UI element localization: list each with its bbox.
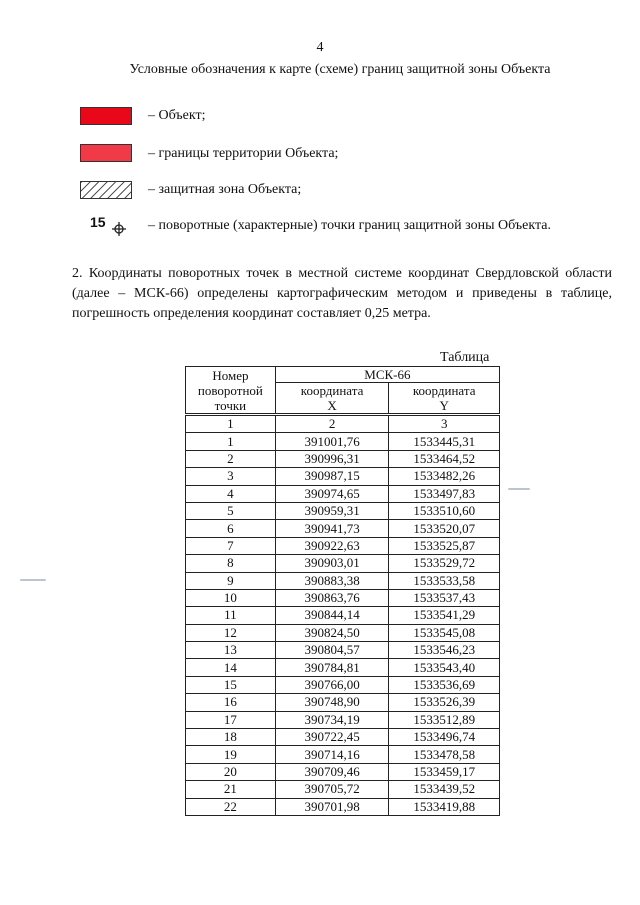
point-number-cell: 15 xyxy=(186,676,276,693)
table-row xyxy=(186,659,500,676)
coordinate-y-cell: 1533526,39 xyxy=(389,694,500,711)
point-number-cell: 9 xyxy=(186,572,276,589)
coordinate-y-cell: 1533543,40 xyxy=(389,659,500,676)
point-number-cell: 17 xyxy=(186,711,276,728)
point-number-cell: 6 xyxy=(186,520,276,537)
coordinate-x-cell: 390766,00 xyxy=(275,676,389,693)
table-index-row xyxy=(186,415,500,433)
point-number-cell: 16 xyxy=(186,694,276,711)
table-row xyxy=(186,711,500,728)
table-row xyxy=(186,746,500,763)
hatched-swatch xyxy=(80,181,132,199)
table-row xyxy=(186,607,500,624)
point-number-cell: 13 xyxy=(186,642,276,659)
point-number-cell: 10 xyxy=(186,589,276,606)
point-number-cell: 8 xyxy=(186,555,276,572)
coordinate-x-cell: 390709,46 xyxy=(275,763,389,780)
coordinate-y-cell: 1533520,07 xyxy=(389,520,500,537)
legend-text-territory: – границы территории Объекта; xyxy=(148,146,339,161)
coordinate-y-cell: 1533512,89 xyxy=(389,711,500,728)
coordinate-x-cell: 391001,76 xyxy=(275,433,389,450)
point-number-cell: 3 xyxy=(186,468,276,485)
object-swatch xyxy=(80,107,132,125)
header-coordinate-x: координата X xyxy=(275,383,389,415)
table-row xyxy=(186,729,500,746)
table-row xyxy=(186,555,500,572)
point-number-cell: 22 xyxy=(186,798,276,815)
territory-swatch xyxy=(80,144,132,162)
coordinate-x-cell: 390714,16 xyxy=(275,746,389,763)
table-row xyxy=(186,572,500,589)
table-caption: Таблица xyxy=(440,350,490,365)
coordinate-y-cell: 1533541,29 xyxy=(389,607,500,624)
turning-point-sample-number: 15 xyxy=(90,214,106,230)
coordinate-y-cell: 1533496,74 xyxy=(389,729,500,746)
point-number-cell: 5 xyxy=(186,502,276,519)
coordinate-x-cell: 390903,01 xyxy=(275,555,389,572)
table-row xyxy=(186,798,500,815)
coordinate-y-cell: 1533545,08 xyxy=(389,624,500,641)
coordinate-x-cell: 390883,38 xyxy=(275,572,389,589)
point-number-cell: 4 xyxy=(186,485,276,502)
coordinate-x-cell: 390701,98 xyxy=(275,798,389,815)
point-number-cell: 7 xyxy=(186,537,276,554)
index-cell: 2 xyxy=(275,415,389,433)
coordinate-y-cell: 1533536,69 xyxy=(389,676,500,693)
table-row xyxy=(186,676,500,693)
header-msk66: МСК-66 xyxy=(275,367,499,383)
point-number-cell: 1 xyxy=(186,433,276,450)
table-row xyxy=(186,642,500,659)
table-row xyxy=(186,485,500,502)
table-row xyxy=(186,433,500,450)
point-number-cell: 2 xyxy=(186,450,276,467)
point-number-cell: 20 xyxy=(186,763,276,780)
coordinate-x-cell: 390705,72 xyxy=(275,781,389,798)
coordinate-x-cell: 390863,76 xyxy=(275,589,389,606)
point-number-cell: 14 xyxy=(186,659,276,676)
coordinate-y-cell: 1533510,60 xyxy=(389,502,500,519)
table-row xyxy=(186,694,500,711)
turning-point-icon xyxy=(112,222,126,236)
coordinate-x-cell: 390987,15 xyxy=(275,468,389,485)
coordinates-paragraph: 2. Координаты поворотных точек в местной системе координат Свердловской области (далее – МСК-66) определены картографическим методом и приведены в таблице, погрешность определения координат составляет 0,25 метра. xyxy=(72,266,612,321)
table-row xyxy=(186,450,500,467)
table-row xyxy=(186,763,500,780)
coordinate-x-cell: 390844,14 xyxy=(275,607,389,624)
coordinate-y-cell: 1533478,58 xyxy=(389,746,500,763)
coordinate-x-cell: 390974,65 xyxy=(275,485,389,502)
point-number-cell: 12 xyxy=(186,624,276,641)
coordinate-y-cell: 1533419,88 xyxy=(389,798,500,815)
index-cell: 3 xyxy=(389,415,500,433)
coordinate-x-cell: 390959,31 xyxy=(275,502,389,519)
coordinate-y-cell: 1533533,58 xyxy=(389,572,500,589)
coordinate-x-cell: 390734,19 xyxy=(275,711,389,728)
coordinate-x-cell: 390722,45 xyxy=(275,729,389,746)
coordinate-y-cell: 1533529,72 xyxy=(389,555,500,572)
legend-title: Условные обозначения к карте (схеме) границ защитной зоны Объекта xyxy=(129,62,551,77)
coordinate-y-cell: 1533546,23 xyxy=(389,642,500,659)
coordinate-x-cell: 390922,63 xyxy=(275,537,389,554)
coordinate-x-cell: 390824,50 xyxy=(275,624,389,641)
point-number-cell: 19 xyxy=(186,746,276,763)
table-row xyxy=(186,537,500,554)
header-point-number: Номер поворотной точки xyxy=(186,367,276,415)
coordinate-y-cell: 1533459,17 xyxy=(389,763,500,780)
point-number-cell: 11 xyxy=(186,607,276,624)
table-row xyxy=(186,589,500,606)
page-number: 4 xyxy=(316,40,324,55)
table-row xyxy=(186,468,500,485)
coordinate-y-cell: 1533464,52 xyxy=(389,450,500,467)
legend-text-object: – Объект; xyxy=(148,108,206,123)
coordinate-x-cell: 390996,31 xyxy=(275,450,389,467)
table-row xyxy=(186,502,500,519)
coordinate-x-cell: 390941,73 xyxy=(275,520,389,537)
table-row xyxy=(186,624,500,641)
point-number-cell: 18 xyxy=(186,729,276,746)
scan-smudge xyxy=(508,488,530,490)
turning-point-sample xyxy=(90,216,130,238)
legend-text-zone: – защитная зона Объекта; xyxy=(148,182,302,197)
table-row xyxy=(186,781,500,798)
coordinate-y-cell: 1533439,52 xyxy=(389,781,500,798)
header-coordinate-y: координата Y xyxy=(389,383,500,415)
coordinate-x-cell: 390748,90 xyxy=(275,694,389,711)
point-number-cell: 21 xyxy=(186,781,276,798)
index-cell: 1 xyxy=(186,415,276,433)
table-body xyxy=(186,415,500,816)
table-row xyxy=(186,520,500,537)
coordinate-y-cell: 1533445,31 xyxy=(389,433,500,450)
legend-text-turning-point: – поворотные (характерные) точки границ защитной зоны Объекта. xyxy=(148,218,551,233)
coordinate-y-cell: 1533497,83 xyxy=(389,485,500,502)
scan-smudge xyxy=(20,579,46,581)
coordinate-y-cell: 1533525,87 xyxy=(389,537,500,554)
coordinates-table xyxy=(185,366,500,816)
coordinate-x-cell: 390784,81 xyxy=(275,659,389,676)
coordinate-y-cell: 1533537,43 xyxy=(389,589,500,606)
coordinate-y-cell: 1533482,26 xyxy=(389,468,500,485)
coordinate-x-cell: 390804,57 xyxy=(275,642,389,659)
